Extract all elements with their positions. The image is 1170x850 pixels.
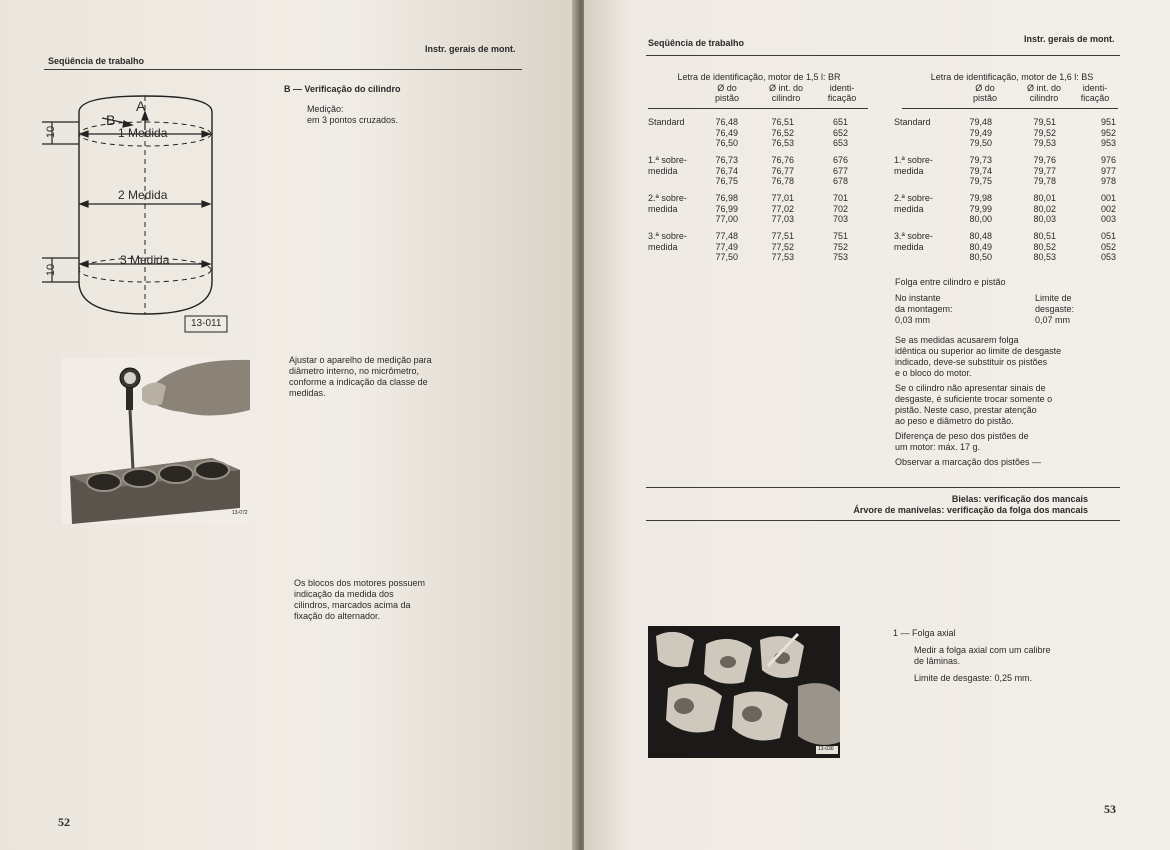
- col-head-cylinder: Ø int. do cilindro: [1026, 83, 1062, 103]
- table-row: [648, 117, 870, 155]
- blocks-text: [294, 578, 425, 622]
- header-rule: [44, 69, 522, 70]
- cell-value: 003: [1100, 214, 1116, 224]
- cell-value: 76,75: [715, 176, 738, 186]
- cell-value: medida: [894, 203, 924, 214]
- cell-value: 77,03: [771, 214, 794, 224]
- cell-value: 79,53: [1033, 138, 1056, 148]
- table-rows: [648, 117, 870, 269]
- cell-piston: [952, 117, 992, 149]
- cell-value: 978: [1100, 176, 1116, 186]
- cell-value: 702: [832, 203, 848, 214]
- cell-ident: [798, 155, 848, 187]
- cell-value: 76,52: [771, 127, 794, 138]
- label-medida-3: 3 Medida: [120, 253, 170, 267]
- cell-value: 76,49: [715, 127, 738, 138]
- cell-cyl: [748, 231, 794, 263]
- col-head-piston: Ø do pistão: [714, 83, 740, 103]
- section-rule-bottom: [646, 520, 1120, 521]
- table-row: [648, 155, 870, 193]
- folga-title: 1 — Folga axial: [893, 628, 956, 638]
- cell-cyl: [1010, 117, 1056, 149]
- cell-value: 053: [1100, 252, 1116, 262]
- photo-id: 13-030: [818, 746, 834, 752]
- cell-value: 77,01: [771, 193, 794, 203]
- adjust-line: medidas.: [289, 388, 326, 398]
- clearance-para-2: Se o cilindro não apresentar sinais de desgaste, é suficiente trocar somente o pistão. Neste caso, prestar atenção ao peso e diâmetro do pistão.: [895, 383, 1053, 426]
- cell-value: 80,53: [1033, 252, 1056, 262]
- clearance-wear-limit: Limite de desgaste: 0,07 mm: [1035, 293, 1075, 325]
- header-left: Seqüência de trabalho: [648, 38, 745, 48]
- label-dim-bottom: 10: [45, 263, 58, 277]
- folga-text: Medir a folga axial com um calibre de lâminas. Limite de desgaste: 0,25 mm.: [914, 645, 1051, 683]
- cell-value: 652: [832, 127, 848, 138]
- cell-cyl: [1010, 155, 1056, 187]
- header-left: Seqüência de trabalho: [48, 56, 145, 66]
- cell-value: 651: [832, 117, 848, 127]
- cell-value: 751: [832, 231, 848, 241]
- figure-id: 13-011: [191, 318, 222, 329]
- label-medida-1: 1 Medida: [118, 126, 168, 140]
- cell-value: 951: [1100, 117, 1116, 127]
- table-row: [648, 193, 870, 231]
- page-53: [584, 0, 1170, 850]
- cell-value: 77,51: [771, 231, 794, 241]
- page-number: 52: [58, 815, 70, 829]
- cell-value: medida: [648, 203, 678, 214]
- cell-label: [894, 155, 950, 176]
- clearance-values: [895, 293, 1121, 329]
- section-bielas: Bielas: verificação dos mancais: [951, 494, 1088, 504]
- cell-ident: [1068, 155, 1116, 187]
- cell-ident: [1068, 231, 1116, 263]
- cell-value: 79,51: [1033, 117, 1056, 127]
- cell-ident: [798, 231, 848, 263]
- clearance-assembly: No instante da montagem: 0,03 mm: [895, 293, 953, 325]
- col-head-ident: identi- ficação: [1080, 83, 1110, 103]
- cell-value: 2.ª sobre-: [894, 193, 933, 203]
- cell-value: 2.ª sobre-: [648, 193, 687, 203]
- cell-value: 77,49: [715, 241, 738, 252]
- section-line: Medição:: [307, 104, 344, 114]
- cell-value: 79,77: [1033, 165, 1056, 176]
- table-row: [894, 117, 1118, 155]
- cell-value: 1.ª sobre-: [648, 155, 687, 165]
- section-rule-top: [646, 487, 1120, 488]
- cell-cyl: [1010, 193, 1056, 225]
- adjust-text: [289, 355, 432, 399]
- page-52: [0, 0, 578, 850]
- cell-value: 678: [832, 176, 848, 186]
- cell-value: 80,50: [969, 252, 992, 262]
- table-row: [894, 193, 1118, 231]
- table-rule: [902, 108, 1118, 109]
- cell-cyl: [748, 155, 794, 187]
- cell-value: 79,78: [1033, 176, 1056, 186]
- cell-value: 79,98: [969, 193, 992, 203]
- adjust-line: conforme a indicação da classe de: [289, 377, 428, 387]
- cell-label: [648, 231, 700, 252]
- blocks-line: cilindros, marcados acima da: [294, 600, 411, 610]
- cell-cyl: [748, 117, 794, 149]
- cell-value: 1.ª sobre-: [894, 155, 933, 165]
- section-text: [307, 104, 398, 126]
- table-rule: [648, 108, 868, 109]
- cell-value: 77,53: [771, 252, 794, 262]
- cylinder-diagram: [42, 92, 232, 336]
- cell-value: 76,51: [771, 117, 794, 127]
- cell-piston: [952, 231, 992, 263]
- header-right: Instr. gerais de mont.: [1024, 34, 1115, 44]
- cell-value: 79,52: [1033, 127, 1056, 138]
- cell-value: 76,53: [771, 138, 794, 148]
- label-b: B: [106, 112, 116, 128]
- clearance-para-4: Observar a marcação dos pistões —: [895, 457, 1042, 467]
- cell-value: 79,75: [969, 176, 992, 186]
- cell-value: 80,03: [1033, 214, 1056, 224]
- page-number: 53: [1104, 802, 1116, 816]
- cell-label: [894, 193, 950, 214]
- clearance-title: Folga entre cilindro e pistão: [895, 277, 1006, 287]
- header-right: Instr. gerais de mont.: [425, 44, 516, 54]
- cell-value: 677: [832, 165, 848, 176]
- cell-value: 80,51: [1033, 231, 1056, 241]
- cell-label: [648, 155, 700, 176]
- blocks-line: fixação do alternador.: [294, 611, 381, 621]
- label-medida-2: 2 Medida: [118, 188, 168, 202]
- section-title: B — Verificação do cilindro: [284, 84, 401, 94]
- photo-id: 13-072: [232, 510, 248, 516]
- table-1-6: [894, 72, 1118, 269]
- cell-value: 76,50: [715, 138, 738, 148]
- cell-ident: [1068, 193, 1116, 225]
- cell-value: 76,74: [715, 165, 738, 176]
- cell-value: 79,74: [969, 165, 992, 176]
- cell-value: 051: [1100, 231, 1116, 241]
- table-rows: [894, 117, 1118, 269]
- cell-value: 3.ª sobre-: [648, 231, 687, 241]
- cell-value: 77,50: [715, 252, 738, 262]
- clearance-para-3: Diferença de peso dos pistões de um motor: máx. 17 g.: [895, 431, 1029, 452]
- cell-label: [648, 117, 700, 128]
- label-dim-top: 10: [45, 125, 58, 139]
- table-col-heads: [648, 83, 870, 105]
- cell-value: 79,49: [969, 127, 992, 138]
- cell-value: 79,73: [969, 155, 992, 165]
- cell-value: medida: [894, 165, 924, 176]
- cell-value: 977: [1100, 165, 1116, 176]
- cell-value: 79,99: [969, 203, 992, 214]
- cell-value: 76,48: [715, 117, 738, 127]
- cell-value: 79,48: [969, 117, 992, 127]
- cell-value: 3.ª sobre-: [894, 231, 933, 241]
- header-rule: [646, 55, 1120, 56]
- table-row: [894, 231, 1118, 269]
- cell-value: 80,02: [1033, 203, 1056, 214]
- adjust-line: diâmetro interno, no micrômetro,: [289, 366, 420, 376]
- table-title: Letra de identificação, motor de 1,6 l: BS: [930, 72, 1094, 82]
- folga-limit: Limite de desgaste: 0,25 mm.: [914, 673, 1033, 683]
- clearance-para-1: Se as medidas acusarem folga idêntica ou superior ao limite de desgaste indicado, deve-se substituir os pistões e o bloco do motor.: [895, 335, 1062, 378]
- cell-value: 676: [832, 155, 848, 165]
- cell-value: 703: [832, 214, 848, 224]
- cell-piston: [952, 155, 992, 187]
- cell-value: 76,73: [715, 155, 738, 165]
- cell-value: 80,01: [1033, 193, 1056, 203]
- blocks-line: Os blocos dos motores possuem: [294, 578, 426, 588]
- cell-value: 76,78: [771, 176, 794, 186]
- cell-value: 76,76: [771, 155, 794, 165]
- cell-value: 976: [1100, 155, 1116, 165]
- cell-value: medida: [648, 241, 678, 252]
- cell-label: [894, 231, 950, 252]
- cell-value: medida: [648, 165, 678, 176]
- cell-value: 79,76: [1033, 155, 1056, 165]
- cell-piston: [696, 155, 738, 187]
- blocks-line: indicação da medida dos: [294, 589, 394, 599]
- cell-ident: [798, 117, 848, 149]
- cell-value: 001: [1100, 193, 1116, 203]
- cell-value: 76,77: [771, 165, 794, 176]
- crankshaft-photo-svg: [648, 626, 840, 758]
- cell-value: 77,52: [771, 241, 794, 252]
- cell-cyl: [748, 193, 794, 225]
- cell-label: [894, 117, 950, 128]
- section-line: em 3 pontos cruzados.: [307, 115, 399, 125]
- crankshaft-photo: [648, 626, 840, 758]
- cell-piston: [952, 193, 992, 225]
- cell-value: 77,48: [715, 231, 738, 241]
- micrometer-photo: [62, 358, 250, 524]
- cell-value: 79,50: [969, 138, 992, 148]
- cell-label: [648, 193, 700, 214]
- table-1-5: [648, 72, 870, 269]
- cell-value: Standard: [648, 117, 685, 127]
- cell-value: 002: [1100, 203, 1116, 214]
- cell-ident: [798, 193, 848, 225]
- cell-piston: [696, 193, 738, 225]
- cell-value: 80,48: [969, 231, 992, 241]
- cell-value: Standard: [894, 117, 931, 127]
- table-row: [648, 231, 870, 269]
- cell-cyl: [1010, 231, 1056, 263]
- adjust-line: Ajustar o aparelho de medição para: [289, 355, 432, 365]
- table-row: [894, 155, 1118, 193]
- cell-value: 052: [1100, 241, 1116, 252]
- col-head-cylinder: Ø int. do cilindro: [768, 83, 804, 103]
- clearance-block: [895, 277, 1121, 468]
- col-head-piston: Ø do pistão: [972, 83, 998, 103]
- cell-value: 752: [832, 241, 848, 252]
- cell-value: 701: [832, 193, 848, 203]
- cell-value: 952: [1100, 127, 1116, 138]
- cell-value: 76,99: [715, 203, 738, 214]
- cell-value: 80,00: [969, 214, 992, 224]
- cell-value: 80,49: [969, 241, 992, 252]
- cell-piston: [696, 231, 738, 263]
- cell-piston: [696, 117, 738, 149]
- label-a: A: [136, 98, 146, 114]
- cell-value: 753: [832, 252, 848, 262]
- table-col-heads: [906, 83, 1118, 105]
- section-arvore: Árvore de manivelas: verificação da folga dos mancais: [853, 505, 1088, 515]
- cell-value: 653: [832, 138, 848, 148]
- cell-value: 77,00: [715, 214, 738, 224]
- cell-value: 77,02: [771, 203, 794, 214]
- cell-ident: [1068, 117, 1116, 149]
- col-head-ident: identi- ficação: [827, 83, 857, 103]
- cell-value: medida: [894, 241, 924, 252]
- cell-value: 76,98: [715, 193, 738, 203]
- table-title: Letra de identificação, motor de 1,5 l: BR: [677, 72, 841, 82]
- cell-value: 953: [1100, 138, 1116, 148]
- cell-value: 80,52: [1033, 241, 1056, 252]
- micrometer-photo-svg: [62, 358, 250, 524]
